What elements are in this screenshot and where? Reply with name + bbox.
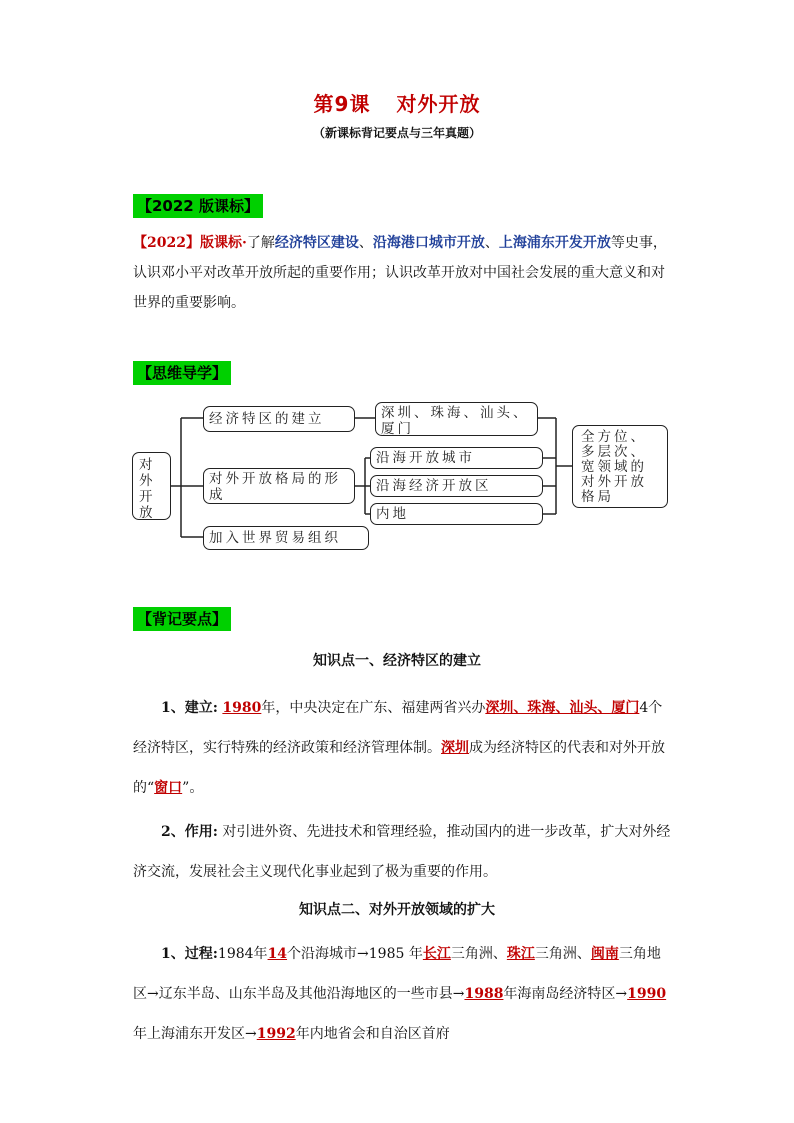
section-1-heading: 知识点一、经济特区的建立 [313,653,481,669]
process-text-7: 年上海浦东开发区→ [133,1026,257,1042]
mindmap-root: 对外开放 [132,452,171,520]
answer-zhujiang: 珠江 [506,946,535,962]
standard-term-1: 经济特区建设 [274,235,359,251]
item-1-text-c: 成为经济特区的代表和对外开放的“ [133,740,665,796]
standard-intro: 了解 [246,235,275,251]
section-1-item-1 [133,688,673,808]
process-text-1: 1984年 [217,946,268,962]
answer-cities: 深圳、珠海、汕头、厦门 [485,700,640,716]
section-1-item-2 [133,812,673,892]
answer-1988: 1988 [464,986,504,1002]
process-text-6: 年海南岛经济特区→ [503,986,628,1002]
page-subtitle: （新课标背记要点与三年真题） [312,126,481,140]
answer-minnan: 闽南 [590,946,619,962]
item-1-text-b: 4个经济特区，实行特殊的经济政策和经济管理体制。 [133,700,663,756]
answer-1990: 1990 [627,986,667,1002]
item-2-label: 2、作用: [161,824,218,840]
process-text-3: 三角洲、 [450,946,507,962]
mindmap-branch-2: 对外开放格局的形成 [203,468,355,504]
standard-tag: 【2022 版课标】 [133,194,263,218]
process-label: 1、过程: [161,946,218,962]
process-text-4: 三角洲、 [534,946,591,962]
section-2-heading: 知识点二、对外开放领域的扩大 [299,902,495,918]
answer-14: 14 [267,946,288,962]
process-text-2: 个沿海城市→1985 年 [287,946,423,962]
process-text-8: 年内地省会和自治区首府 [295,1026,450,1042]
mindmap-branch-1-child: 深圳、珠海、汕头、厦门 [375,402,538,436]
mindmap-result: 全方位、多层次、宽领域的对外开放格局 [572,425,668,508]
standard-term-2: 沿海港口城市开放 [372,235,485,251]
lesson-number: 第9课 [313,92,371,116]
mindmap-branch-1: 经济特区的建立 [203,406,355,432]
mindmap-branch-3: 加入世界贸易组织 [203,526,369,550]
answer-shenzhen: 深圳 [441,740,469,756]
item-1-text-d: ”。 [182,780,204,796]
standard-term-3: 上海浦东开发开放 [498,235,611,251]
mindmap-branch-2-child-3: 内地 [370,503,543,525]
process-text-5: 三角地区→辽东半岛、山东半岛及其他沿海地区的一些市县→ [133,946,661,1002]
item-2-text: 对引进外资、先进技术和管理经验，推动国内的进一步改革，扩大对外经济交流，发展社会主义现代化事业起到了极为重要的作用。 [133,824,671,880]
section-2-item-1 [133,934,673,1054]
lesson-topic: 对外开放 [396,92,481,116]
mindmap-branch-2-child-2: 沿海经济开放区 [370,475,543,497]
answer-window: 窗口 [154,780,183,796]
answer-1992: 1992 [256,1026,296,1042]
standard-prefix: 【2022】版课标· [133,235,247,251]
item-1-label: 1、建立: [161,700,218,716]
answer-changjiang: 长江 [422,946,451,962]
mindmap-tag: 【思维导学】 [133,361,231,385]
standard-sep-2: 、 [484,235,499,251]
standard-rest: 等史事，认识邓小平对改革开放所起的重要作用；认识改革开放对中国社会发展的重大意义和对世界的重要影响。 [133,235,667,311]
standard-sep-1: 、 [358,235,373,251]
mindmap-branch-2-child-1: 沿海开放城市 [370,447,543,469]
item-1-text-a: 年，中央决定在广东、福建两省兴办 [261,700,486,716]
answer-year-1980: 1980 [222,700,262,716]
points-tag: 【背记要点】 [133,607,231,631]
